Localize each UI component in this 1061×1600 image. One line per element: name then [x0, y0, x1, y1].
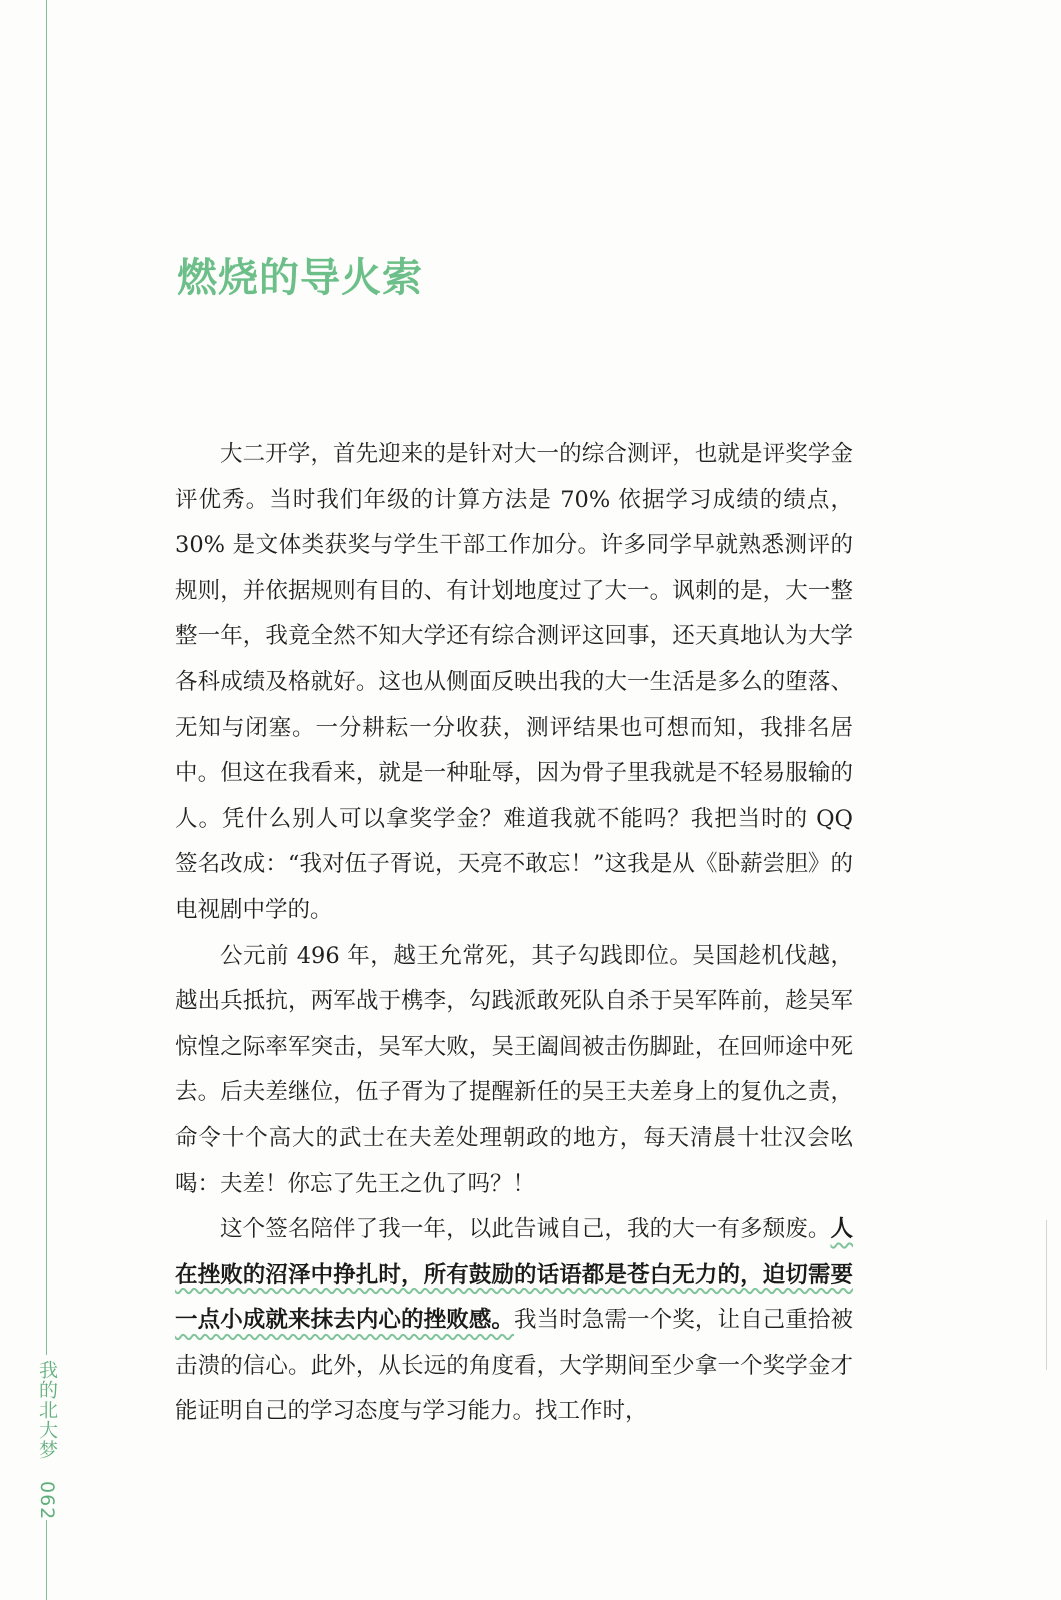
paragraph-3-rest: 我当时急需一个奖，让自己重拾被击溃的信心。此外，从长远的角度看，大学期间至少拿一个奖学金才能证明自己的学习态度与学习能力。找工作时， — [175, 1307, 853, 1425]
highlighted-quote: 人在挫败的沼泽中挣扎时，所有鼓励的话语都是苍白无力的，迫切需要一点小成就来抹去内心的挫败感。 — [175, 1216, 853, 1334]
margin-rule — [46, 0, 47, 1355]
body-text — [175, 432, 853, 1435]
margin-rule-bottom — [46, 1520, 47, 1600]
paragraph-3 — [175, 1207, 853, 1435]
paragraph-2: 公元前 496 年，越王允常死，其子勾践即位。吴国趁机伐越，越出兵抵抗，两军战于槜李，勾践派敢死队自杀于吴军阵前，趁吴军惊惶之际率军突击，吴军大败，吴王阖闾被击伤脚趾，在回师途中死去。后夫差继位，伍子胥为了提醒新任的吴王夫差身上的复仇之责，命令十个高大的武士在夫差处理朝政的地方，每天清晨十壮汉会吆喝：夫差！你忘了先王之仇了吗？！ — [175, 942, 853, 1197]
book-title: 我的北大梦 — [36, 1360, 58, 1460]
running-footer — [36, 1360, 58, 1520]
chapter-title: 燃烧的导火索 — [177, 254, 423, 301]
paragraph-3-intro: 这个签名陪伴了我一年，以此告诫自己，我的大一有多颓废。 — [220, 1216, 831, 1243]
scan-artifact-line — [1046, 1220, 1047, 1370]
paragraph-1: 大二开学，首先迎来的是针对大一的综合测评，也就是评奖学金评优秀。当时我们年级的计算方法是 70% 依据学习成绩的绩点，30% 是文体类获奖与学生干部工作加分。许多同学早就熟悉测评的规则，并依据规则有目的、有计划地度过了大一。讽刺的是，大一整整一年，我竟全然不知大学还有综合测评这回事，还天真地认为大学各科成绩及格就好。这也从侧面反映出我的大一生活是多么的堕落、无知与闭塞。一分耕耘一分收获，测评结果也可想而知，我排名居中。但这在我看来，就是一种耻辱，因为骨子里我就是不轻易服输的人。凭什么别人可以拿奖学金？难道我就不能吗？我把当时的 QQ 签名改成：“我对伍子胥说，天亮不敢忘！”这我是从《卧薪尝胆》的电视剧中学的。 — [175, 441, 853, 923]
page-number: 062 — [36, 1481, 58, 1521]
